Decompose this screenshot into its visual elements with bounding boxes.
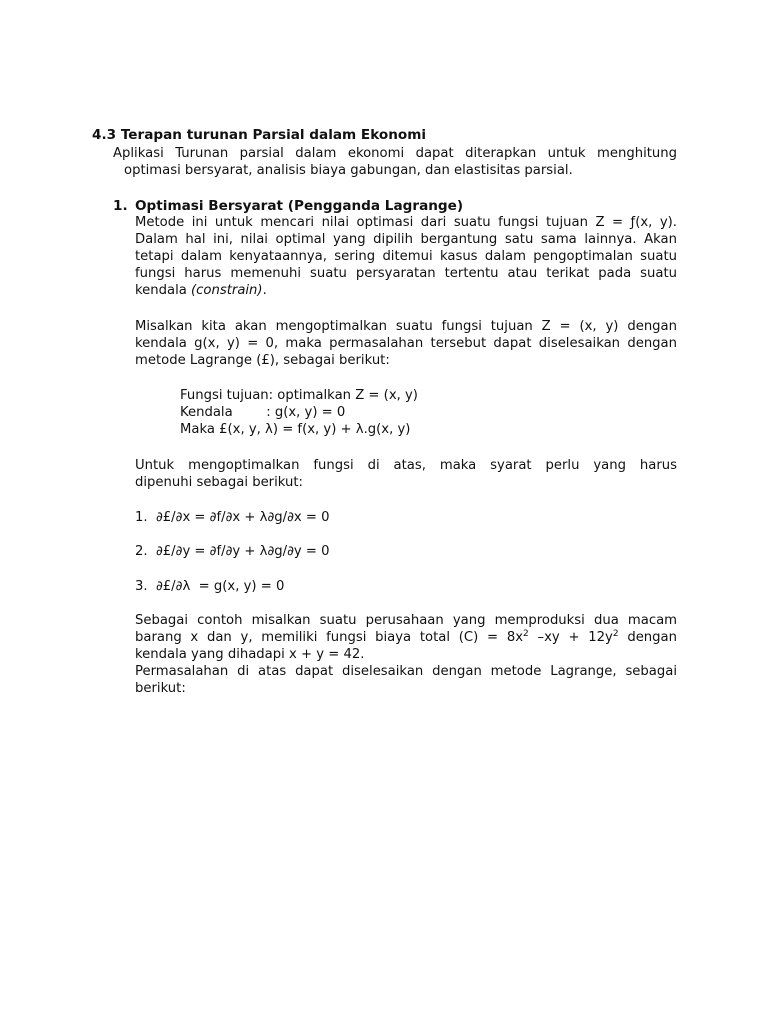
formula-block	[180, 387, 418, 438]
line-text: dengan	[618, 630, 677, 645]
intro-line-2: optimasi bersyarat, analisis biaya gabungan, dan elastisitas parsial.	[124, 163, 573, 178]
paragraph-line: tetapi dalam kenyataannya, sering ditemui kasus dalam pengoptimalan suatu	[135, 249, 677, 264]
paragraph-line: dipenuhi sebagai berikut:	[135, 475, 303, 490]
line-text: barang x dan y, memiliki fungsi biaya total (C) = 8x	[135, 630, 524, 645]
intro-paragraph	[113, 145, 677, 179]
intro-line-1: Aplikasi Turunan parsial dalam ekonomi dapat diterapkan untuk menghitung	[113, 146, 677, 161]
superscript: 2	[523, 629, 529, 639]
paragraph-line: kendala g(x, y) = 0, maka permasalahan tersebut dapat diselesaikan dengan	[135, 336, 677, 351]
paragraph-example	[135, 612, 677, 697]
formula-objective: Fungsi tujuan: optimalkan Z = (x, y)	[180, 388, 418, 403]
paragraph-line: Sebagai contoh misalkan suatu perusahaan yang memproduksi dua macam	[135, 613, 677, 628]
superscript: 2	[612, 629, 619, 639]
equation-3: 3. ∂£/∂λ = g(x, y) = 0	[135, 579, 285, 594]
paragraph-line: Dalam hal ini, nilai optimal yang dipilih bergantung satu sama lainnya. Akan	[135, 232, 677, 247]
line-text: .	[262, 283, 267, 298]
italic-term: (constrain)	[191, 283, 263, 298]
equation-2: 2. ∂£/∂y = ∂f/∂y + λ∂g/∂y = 0	[135, 544, 330, 559]
line-text: –xy + 12y	[528, 630, 613, 645]
equation-1: 1. ∂£/∂x = ∂f/∂x + λ∂g/∂x = 0	[135, 510, 330, 525]
paragraph-line: fungsi harus memenuhi suatu persyaratan tertentu atau terikat pada suatu	[135, 266, 677, 281]
paragraph-line: kendala yang dihadapi x + y = 42.	[135, 647, 365, 662]
subsection-number: 1.	[113, 198, 128, 214]
paragraph-line: metode Lagrange (£), sebagai berikut:	[135, 353, 390, 368]
paragraph-method	[135, 214, 677, 299]
formula-lagrangian: Maka £(x, y, λ) = f(x, y) + λ.g(x, y)	[180, 422, 411, 437]
paragraph-example-setup	[135, 318, 677, 369]
paragraph-line	[135, 629, 677, 646]
paragraph-line: berikut:	[135, 681, 186, 696]
paragraph-line: Metode ini untuk mencari nilai optimasi dari suatu fungsi tujuan Z = ƒ(x, y).	[135, 215, 677, 230]
line-text: kendala	[135, 283, 192, 298]
formula-constraint: Kendala : g(x, y) = 0	[180, 405, 346, 420]
paragraph-line: Untuk mengoptimalkan fungsi di atas, maka syarat perlu yang harus	[135, 458, 677, 473]
subsection-title-text: Optimasi Bersyarat (Pengganda Lagrange)	[135, 198, 464, 214]
subsection-title	[113, 198, 463, 215]
paragraph-line	[135, 282, 677, 299]
section-heading: 4.3 Terapan turunan Parsial dalam Ekonomi	[92, 127, 427, 143]
paragraph-line: Misalkan kita akan mengoptimalkan suatu fungsi tujuan Z = (x, y) dengan	[135, 319, 677, 334]
paragraph-conditions	[135, 457, 677, 491]
paragraph-line: Permasalahan di atas dapat diselesaikan dengan metode Lagrange, sebagai	[135, 664, 677, 679]
